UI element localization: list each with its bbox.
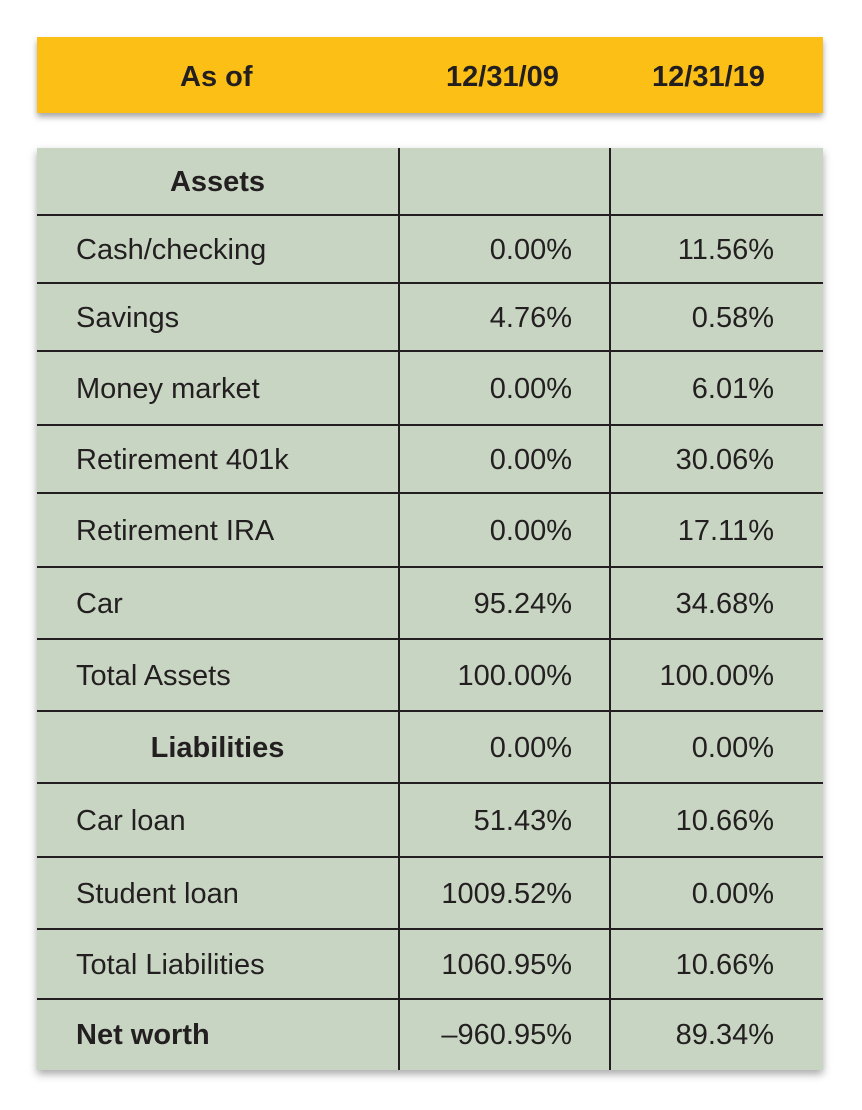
value-2019: 30.06%	[675, 443, 774, 476]
value-2019: 0.00%	[691, 731, 774, 764]
value-2019: 89.34%	[675, 1018, 774, 1051]
value-2009: 0.00%	[489, 443, 572, 476]
table-row	[37, 784, 823, 858]
column-divider	[398, 148, 400, 1070]
net-worth-table	[37, 148, 823, 1070]
table-row	[37, 426, 823, 494]
value-2009: 0.00%	[489, 514, 572, 547]
row-label: Car loan	[76, 804, 186, 837]
row-label: Student loan	[76, 877, 239, 910]
row-label: Savings	[76, 301, 180, 334]
row-label: Retirement 401k	[76, 443, 289, 476]
section-heading-liabilities: Liabilities	[150, 731, 285, 764]
value-2019: 11.56%	[677, 233, 774, 266]
table-row-net-worth	[37, 1000, 823, 1070]
table-row-total	[37, 930, 823, 1000]
table-row-total	[37, 640, 823, 712]
row-label: Total Assets	[76, 659, 231, 692]
value-2009: –960.95%	[441, 1018, 572, 1051]
table-row	[37, 284, 823, 352]
value-2019: 10.66%	[675, 948, 774, 981]
table-row	[37, 494, 823, 568]
value-2009: 1009.52%	[441, 877, 572, 910]
row-label: Net worth	[76, 1018, 210, 1051]
row-label: Money market	[76, 372, 260, 405]
header-date-2019: 12/31/19	[652, 61, 765, 93]
table-row	[37, 568, 823, 640]
value-2019: 10.66%	[675, 804, 774, 837]
header-date-2009: 12/31/09	[446, 61, 559, 93]
value-2009: 95.24%	[473, 587, 572, 620]
value-2019: 0.00%	[691, 877, 774, 910]
value-2009: 0.00%	[489, 233, 572, 266]
value-2019: 34.68%	[675, 587, 774, 620]
table-row-assets-heading	[37, 148, 823, 216]
value-2009: 1060.95%	[441, 948, 572, 981]
column-divider	[609, 148, 611, 1070]
row-label: Retirement IRA	[76, 514, 275, 547]
table-row	[37, 858, 823, 930]
value-2019: 100.00%	[659, 659, 774, 692]
value-2019: 6.01%	[691, 372, 774, 405]
value-2019	[611, 148, 774, 216]
row-label: Car	[76, 587, 123, 620]
table-row	[37, 352, 823, 426]
value-2009	[400, 148, 572, 216]
value-2019: 0.58%	[691, 301, 774, 334]
value-2009: 100.00%	[457, 659, 572, 692]
table-header-band	[37, 37, 823, 113]
value-2009: 0.00%	[489, 372, 572, 405]
table-row	[37, 216, 823, 284]
value-2019: 17.11%	[677, 514, 774, 547]
row-label: Total Liabilities	[76, 948, 265, 981]
value-2009: 4.76%	[489, 301, 572, 334]
value-2009: 0.00%	[489, 731, 572, 764]
row-label: Cash/checking	[76, 233, 267, 266]
section-heading-assets: Assets	[169, 165, 266, 198]
value-2009: 51.43%	[473, 804, 572, 837]
table-row-liabilities-heading	[37, 712, 823, 784]
header-as-of: As of	[180, 61, 253, 93]
